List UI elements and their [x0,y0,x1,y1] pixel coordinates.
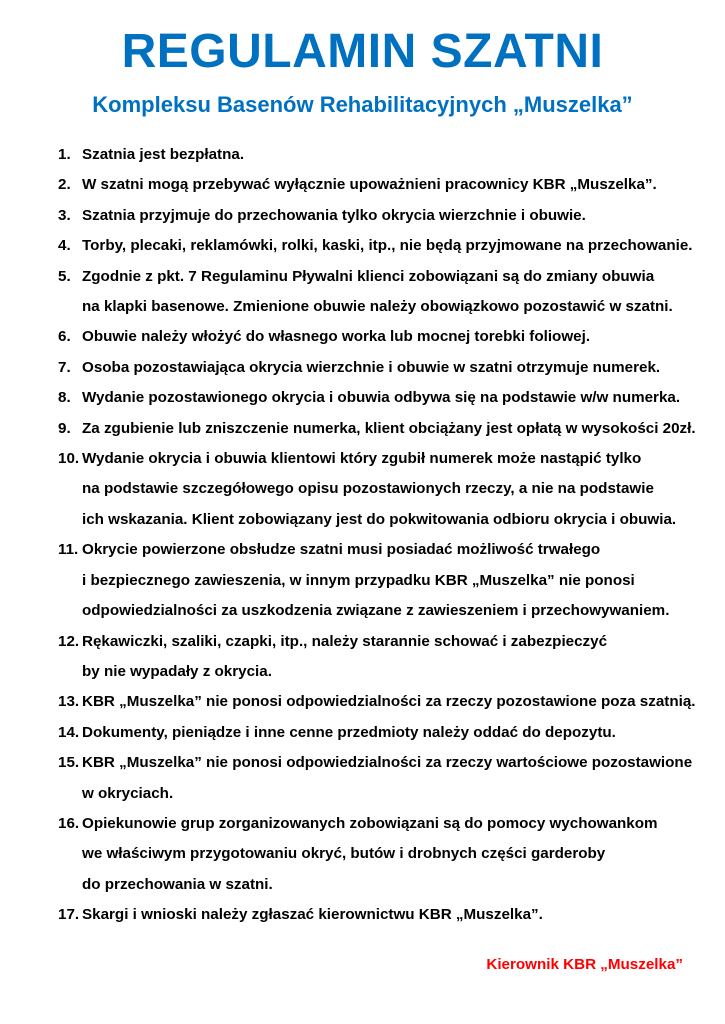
rule-text: Szatnia jest bezpłatna. [82,146,245,163]
rule-first-line [58,535,708,565]
rule-number: 12. [58,632,80,650]
rule-number: 2. [58,176,71,194]
rule-first-line [58,687,708,717]
rule-number: 4. [58,237,71,255]
rule-text: Osoba pozostawiająca okrycia wierzchnie i obuwie w szatni otrzymuje numerek. [82,358,661,376]
rule-text: na podstawie szczegółowego opisu pozostawionych rzeczy, a nie na podstawie [82,480,654,498]
rule-text: Skargi i wnioski należy zgłaszać kierownictwu KBR „Muszelka”. [82,906,543,924]
rules-list [58,140,708,931]
rule-number: 3. [58,206,71,224]
rule-first-line [58,444,708,474]
rule-first-line [58,201,708,231]
rule-item [58,809,708,900]
rule-number: 11. [58,541,79,559]
rule-text: Szatnia przyjmuje do przechowania tylko okrycia wierzchnie i obuwie. [82,206,586,224]
rule-number: 14. [58,723,80,741]
rule-continuation-line [58,870,708,900]
rule-text: odpowiedzialności za uszkodzenia związane z zawieszeniem i przechowywaniem. [82,602,670,620]
rule-first-line [58,170,708,200]
rule-number: 7. [58,358,71,376]
rule-text: Dokumenty, pieniądze i inne cenne przedmioty należy oddać do depozytu. [82,723,616,741]
rule-text: Torby, plecaki, reklamówki, rolki, kaski, itp., nie będą przyjmowane na przechowanie. [82,237,693,255]
rule-text: we właściwym przygotowaniu okryć, butów i drobnych części garderoby [82,845,606,863]
rule-first-line [58,718,708,748]
page-title: REGULAMIN SZATNI [121,25,604,78]
rule-first-line [58,748,708,778]
rule-continuation-line [58,839,708,869]
rule-item [58,231,708,261]
rule-text: ich wskazania. Klient zobowiązany jest do pokwitowania odbioru okrycia i obuwia. [82,510,677,528]
rule-item [58,414,708,444]
rule-text: Zgodnie z pkt. 7 Regulaminu Pływalni klienci zobowiązani są do zmiany obuwia [82,267,655,285]
rule-number: 6. [58,328,71,346]
rule-first-line [58,140,708,170]
rule-first-line [58,353,708,383]
rule-continuation-line [58,292,708,322]
rule-text: Za zgubienie lub zniszczenie numerka, klient obciążany jest opłatą w wysokości 20zł. [82,419,696,437]
rule-text: i bezpiecznego zawieszenia, w innym przypadku KBR „Muszelka” nie ponosi [82,571,635,589]
rule-number: 15. [58,754,80,772]
rule-number: 5. [58,267,71,285]
rule-text: do przechowania w szatni. [82,875,273,893]
rule-text: Rękawiczki, szaliki, czapki, itp., należy starannie schować i zabezpieczyć [82,632,608,650]
rule-text: na klapki basenowe. Zmienione obuwie należy obowiązkowo pozostawić w szatni. [82,298,673,316]
rule-continuation-line [58,657,708,687]
rule-item [58,353,708,383]
rule-first-line [58,322,708,352]
rule-number: 13. [58,693,80,711]
rule-continuation-line [58,779,708,809]
rule-item [58,140,708,170]
rule-continuation-line [58,505,708,535]
rule-text: Obuwie należy włożyć do własnego worka lub mocnej torebki foliowej. [82,328,591,346]
rule-first-line [58,262,708,292]
rule-item [58,748,708,809]
rule-item [58,687,708,717]
rule-item [58,383,708,413]
rule-number: 17. [58,906,80,924]
rule-item [58,262,708,323]
rule-number: 10. [58,450,80,468]
rule-text: KBR „Muszelka” nie ponosi odpowiedzialności za rzeczy pozostawione poza szatnią. [82,693,696,711]
rule-text: KBR „Muszelka” nie ponosi odpowiedzialności za rzeczy wartościowe pozostawione [82,754,693,772]
rule-number: 8. [58,389,71,407]
rule-text: w okryciach. [82,784,174,802]
rule-continuation-line [58,474,708,504]
rule-text: Opiekunowie grup zorganizowanych zobowiązani są do pomocy wychowankom [82,814,658,832]
signature: Kierownik KBR „Muszelka” [486,956,683,973]
rule-item [58,900,708,930]
rule-item [58,444,708,535]
rule-number: 16. [58,814,80,832]
rule-item [58,170,708,200]
rule-text: by nie wypadały z okrycia. [82,662,272,680]
rule-first-line [58,809,708,839]
rule-first-line [58,900,708,930]
rule-item [58,718,708,748]
rule-continuation-line [58,596,708,626]
rule-first-line [58,231,708,261]
rule-text: W szatni mogą przebywać wyłącznie upoważnieni pracownicy KBR „Muszelka”. [82,176,657,194]
rule-number: 1. [58,146,71,163]
rule-text: Wydanie okrycia i obuwia klientowi który zgubił numerek może nastąpić tylko [82,450,642,468]
rule-item [58,201,708,231]
rule-item [58,535,708,626]
rule-continuation-line [58,566,708,596]
rule-number: 9. [58,419,71,437]
rule-item [58,627,708,688]
rule-first-line [58,383,708,413]
page-subtitle: Kompleksu Basenów Rehabilitacyjnych „Muszelka” [92,92,633,117]
rule-first-line [58,627,708,657]
rule-item [58,322,708,352]
rule-text: Okrycie powierzone obsłudze szatni musi posiadać możliwość trwałego [82,541,601,559]
rule-first-line [58,414,708,444]
rule-text: Wydanie pozostawionego okrycia i obuwia odbywa się na podstawie w/w numerka. [82,389,681,407]
